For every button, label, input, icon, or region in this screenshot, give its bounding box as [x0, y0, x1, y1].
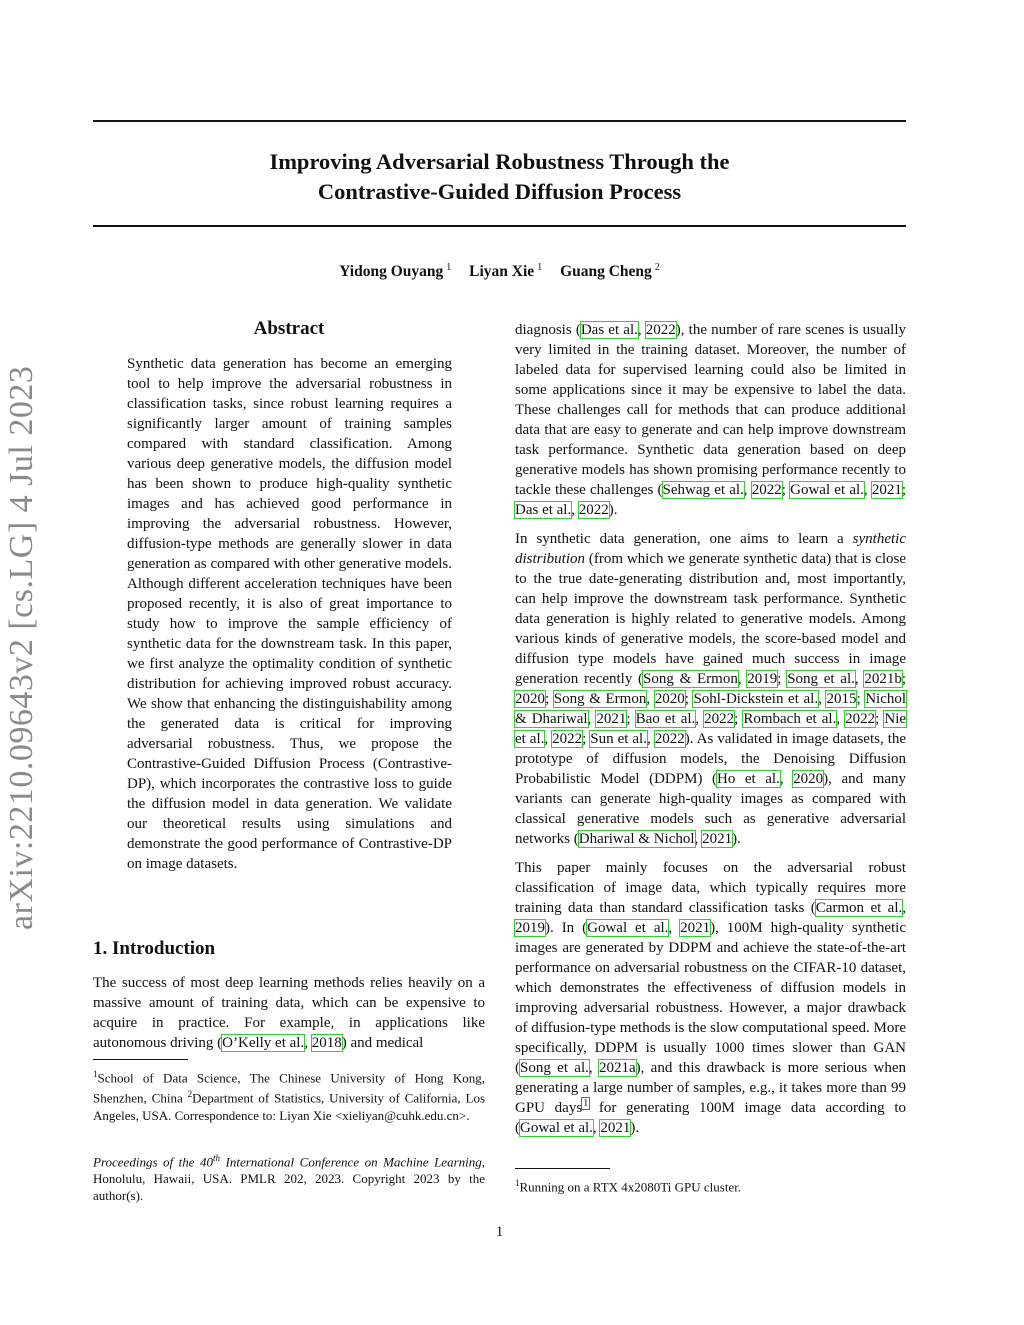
citation-link[interactable]: 2021: [680, 920, 711, 936]
citation-link[interactable]: Gowal et al.: [587, 920, 669, 936]
citation-link[interactable]: 2021: [702, 831, 733, 847]
affiliation-footnote: $^1$School of Data Science, The Chinese University of Hong Kong, Shenzhen, China $^2$Department of Statistics, University of California, Los Angeles, USA. Correspondence to: Liyan Xie <xieliyan@cuhk.edu.cn>.: [93, 1069, 485, 1123]
intro-paragraph: The success of most deep learning methods relies heavily on a massive amount of training data, which can be expensive to acquire in practice. For example, in applications like autonomous driving (O’Kelly et al., 2018) and medical: [93, 975, 485, 1051]
citation-link[interactable]: 2021b: [864, 671, 902, 687]
author: Liyan Xie $^1$: [469, 262, 543, 281]
page-number: 1: [495, 1224, 504, 1240]
citation-link[interactable]: 2020: [654, 691, 685, 707]
citation-link[interactable]: 2022: [578, 502, 609, 518]
title-bottom-rule: [93, 225, 906, 227]
citation-link[interactable]: 2020: [793, 771, 824, 787]
citation-link[interactable]: 2022: [845, 711, 876, 727]
citation-link[interactable]: Rombach et al.: [743, 711, 837, 727]
citation-link[interactable]: Dhariwal & Nichol: [578, 831, 695, 847]
author: Yidong Ouyang $^1$: [339, 262, 452, 281]
body-paragraph: In synthetic data generation, one aims to learn a synthetic distribution (from which we generate synthetic data) that is close to the true date-generating distribution and, most importantly, can help improve the downstream task performance. Synthetic data generation is highly related to generative models. Among various kinds of generative models, the score-based model and diffusion type models have gained much success in image generation recently (Song & Ermon, 2019; Song et al., 2021b; 2020; Song & Ermon, 2020; Sohl-Dickstein et al., 2015; Nichol & Dhariwal, 2021; Bao et al., 2022; Rombach et al., 2022; Nie et al., 2022; Sun et al., 2022). As validated in image datasets, the prototype of diffusion models, the Denoising Diffusion Probabilistic Model (DDPM) (Ho et al., 2020), and many variants can generate high-quality images as compared with classical generative models such as generative adversarial networks (Dhariwal & Nichol, 2021).: [515, 531, 907, 847]
citation-link[interactable]: 2019: [747, 671, 778, 687]
abstract-heading: Abstract: [253, 318, 325, 339]
citation-link[interactable]: Carmon et al.: [815, 900, 903, 916]
citation-link[interactable]: 2022: [645, 322, 676, 338]
citation-link[interactable]: O’Kelly et al.: [222, 1035, 305, 1051]
body-paragraph: This paper mainly focuses on the adversarial robust classification of image data, which typically requires more training data than standard classification tasks (Carmon et al., 2019). In (Gowal et al., 2021), 100M high-quality synthetic images are generated by DDPM and achieve the state-of-the-art performance on adversarial robustness on the CIFAR-10 dataset, which demonstrates the effectiveness of diffusion models in improving adversarial robustness. However, a major drawback of diffusion-type methods is the slow computational speed. More specifically, DDPM is usually 1000 times slower than GAN (Song et al., 2021a), and this drawback is more serious when generating a large number of samples, e.g., it takes more than 99 GPU days$^1$ for generating 100M image data according to (Gowal et al., 2021).: [515, 860, 907, 1136]
citation-link[interactable]: Song & Ermon: [643, 671, 738, 687]
citation-link[interactable]: Song et al.: [520, 1060, 589, 1076]
citation-link[interactable]: Das et al.: [515, 502, 572, 518]
footnote-rule: [515, 1168, 610, 1169]
citation-link[interactable]: 2020: [515, 691, 545, 707]
citation-link[interactable]: 2021: [596, 711, 627, 727]
citation-link[interactable]: Das et al.: [580, 322, 638, 338]
citation-link[interactable]: 2022: [751, 482, 782, 498]
author-list: [93, 262, 906, 281]
citation-link[interactable]: Sehwag et al.: [662, 482, 744, 498]
body-paragraph: diagnosis (Das et al., 2022), the number of rare scenes is usually very limited in the training dataset. Moreover, the number of labeled data for supervised learning could also be limited in some applications since it may be expensive to label the data. These challenges call for methods that can produce additional data that are easy to generate and can help improve downstream task performance. Synthetic data generation based on deep generative models has shown promising performance recently to tackle these challenges (Sehwag et al., 2022; Gowal et al., 2021; Das et al., 2022).: [515, 322, 907, 518]
abstract-body: [127, 354, 452, 874]
title-top-rule: [93, 120, 906, 122]
citation-link[interactable]: Ho et al.: [717, 771, 780, 787]
proceedings-note: Proceedings of the 40th International Conference on Machine Learning, Honolulu, Hawaii, USA. PMLR 202, 2023. Copyright 2023 by the author(s).: [93, 1153, 485, 1204]
citation-link[interactable]: Gowal et al.: [790, 482, 864, 498]
citation-link[interactable]: Gowal et al.: [520, 1120, 593, 1136]
citation-link[interactable]: Sohl-Dickstein et al.: [693, 691, 819, 707]
right-column: [515, 320, 906, 1138]
author: Guang Cheng $^2$: [560, 262, 660, 281]
abstract-text: Synthetic data generation has become an emerging tool to help improve the adversarial robustness in classification tasks, since robust learning requires a significantly larger amount of training samples compared with standard classification. Among various deep generative models, the diffusion model has been shown to produce high-quality synthetic images and has achieved good performance in improving the adversarial robustness. However, diffusion-type methods are generally slower in data generation as compared with other generative models. Although different acceleration techniques have been proposed recently, it is also of great importance to study how to improve the sample efficiency of synthetic data for the downstream task. In this paper, we first analyze the optimality condition of synthetic distribution for achieving improved robust accuracy. We show that enhancing the distinguishability among the generated data is critical for improving adversarial robustness. Thus, we propose the Contrastive-Guided Diffusion Process (Contrastive-DP), which incorporates the contrastive loss to guide the diffusion model in data generation. We validate our theoretical results using simulations and demonstrate the good performance of Contrastive-DP on image datasets.: [127, 356, 452, 872]
citation-link[interactable]: Bao et al.: [635, 711, 696, 727]
citation-link[interactable]: 2019: [515, 920, 545, 936]
citation-link[interactable]: Song & Ermon: [553, 691, 647, 707]
arxiv-sidebar-id: arXiv:2210.09643v2 [cs.LG] 4 Jul 2023: [3, 365, 40, 930]
citation-link[interactable]: 2022: [552, 731, 583, 747]
citation-link[interactable]: 2022: [704, 711, 735, 727]
gpu-footnote: $^1$Running on a RTX 4x2080Ti GPU cluster.: [515, 1178, 742, 1195]
citation-link[interactable]: 2015: [826, 691, 857, 707]
citation-link[interactable]: 2021: [600, 1120, 631, 1136]
citation-link[interactable]: 2022: [654, 731, 685, 747]
citation-link[interactable]: Song et al.: [787, 671, 855, 687]
paper-title: [93, 147, 906, 207]
citation-link[interactable]: 2021: [871, 482, 902, 498]
title-line-1: Improving Adversarial Robustness Through the: [269, 149, 730, 174]
citation-link[interactable]: Sun et al.: [590, 731, 647, 747]
footnote-rule: [93, 1059, 188, 1060]
citation-link[interactable]: Nichol & Dhariwal: [515, 691, 907, 727]
title-line-2: Contrastive-Guided Diffusion Process: [317, 179, 682, 204]
section-heading-introduction: 1. Introduction: [93, 938, 216, 959]
citation-link[interactable]: Nie et al.: [515, 711, 907, 747]
citation-link[interactable]: 2018: [311, 1035, 342, 1051]
intro-left-column: [93, 973, 485, 1053]
citation-link[interactable]: 2021a: [598, 1060, 636, 1076]
footnote-marker-link[interactable]: 1: [583, 1098, 589, 1109]
